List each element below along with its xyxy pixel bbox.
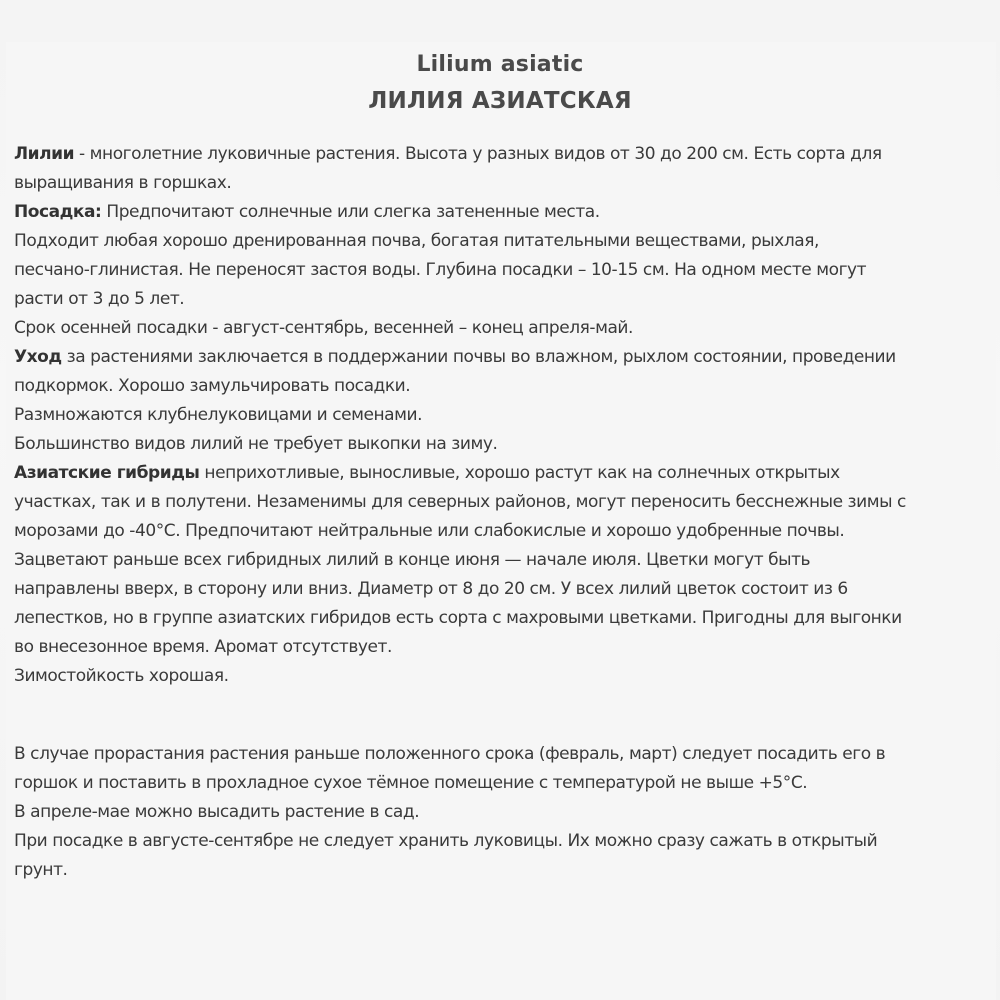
hybrids-line-3: морозами до -40°С. Предпочитают нейтральные или слабокислые и хорошо удобренные почвы. [14, 521, 845, 541]
planting-line-1 [14, 198, 990, 227]
hybrids-line-4: Зацветают раньше всех гибридных лилий в конце июня — начале июля. Цветки могут быть [14, 550, 811, 570]
care-line-1 [14, 343, 990, 372]
intro-term: Лилии [14, 144, 75, 164]
care-text: за растениями заключается в поддержании почвы во влажном, рыхлом состоянии, проведении [61, 347, 896, 367]
hybrids-term: Азиатские гибриды [14, 463, 200, 483]
planting-term: Посадка: [14, 202, 102, 222]
title-russian: ЛИЛИЯ АЗИАТСКАЯ [368, 88, 632, 114]
planting-line-4: расти от 3 до 5 лет. [14, 289, 185, 309]
notes-line-3: В апреле-мае можно высадить растение в сад. [14, 802, 420, 822]
hybrids-line-2: участках, так и в полутени. Незаменимы для северных районов, могут переносить бесснежные зимы с [14, 492, 906, 512]
hybrids-line-8: Зимостойкость хорошая. [14, 666, 229, 686]
care-line-2: подкормок. Хорошо замульчировать посадки. [14, 376, 411, 396]
notes-line-4: При посадке в августе-сентябре не следует хранить луковицы. Их можно сразу сажать в открытый [14, 831, 878, 851]
document-body [14, 140, 990, 885]
notes-line-2: горшок и поставить в прохладное сухое тёмное помещение с температурой не выше +5°С. [14, 773, 808, 793]
intro-line-1 [14, 140, 990, 169]
hybrids-text: неприхотливые, выносливые, хорошо растут как на солнечных открытых [199, 463, 840, 483]
paragraph-gap [14, 691, 990, 740]
intro-text: - многолетние луковичные растения. Высота у разных видов от 30 до 200 см. Есть сорта для [74, 144, 882, 164]
planting-line-5: Срок осенней посадки - август-сентябрь, весенней – конец апреля-май. [14, 318, 633, 338]
hybrids-line-5: направлены вверх, в сторону или вниз. Диаметр от 8 до 20 см. У всех лилий цветок состоит из 6 [14, 579, 848, 599]
title-latin: Lilium asiatic [416, 52, 584, 77]
notes-line-1: В случае прорастания растения раньше положенного срока (февраль, март) следует посадить его в [14, 744, 886, 764]
notes-line-5: грунт. [14, 860, 68, 880]
planting-line-3: песчано-глинистая. Не переносят застоя воды. Глубина посадки – 10-15 см. На одном месте могут [14, 260, 867, 280]
hybrids-line-7: во внесезонное время. Аромат отсутствует. [14, 637, 392, 657]
hybrids-line-1 [14, 459, 990, 488]
care-line-3: Размножаются клубнелуковицами и семенами. [14, 405, 423, 425]
care-term: Уход [14, 347, 62, 367]
intro-line-2: выращивания в горшках. [14, 173, 232, 193]
planting-line-2: Подходит любая хорошо дренированная почва, богатая питательными веществами, рыхлая, [14, 231, 819, 251]
care-line-4: Большинство видов лилий не требует выкопки на зиму. [14, 434, 498, 454]
planting-text: Предпочитают солнечные или слегка затененные места. [101, 202, 600, 222]
hybrids-line-6: лепестков, но в группе азиатских гибридов есть сорта с махровыми цветками. Пригодны для выгонки [14, 608, 902, 628]
